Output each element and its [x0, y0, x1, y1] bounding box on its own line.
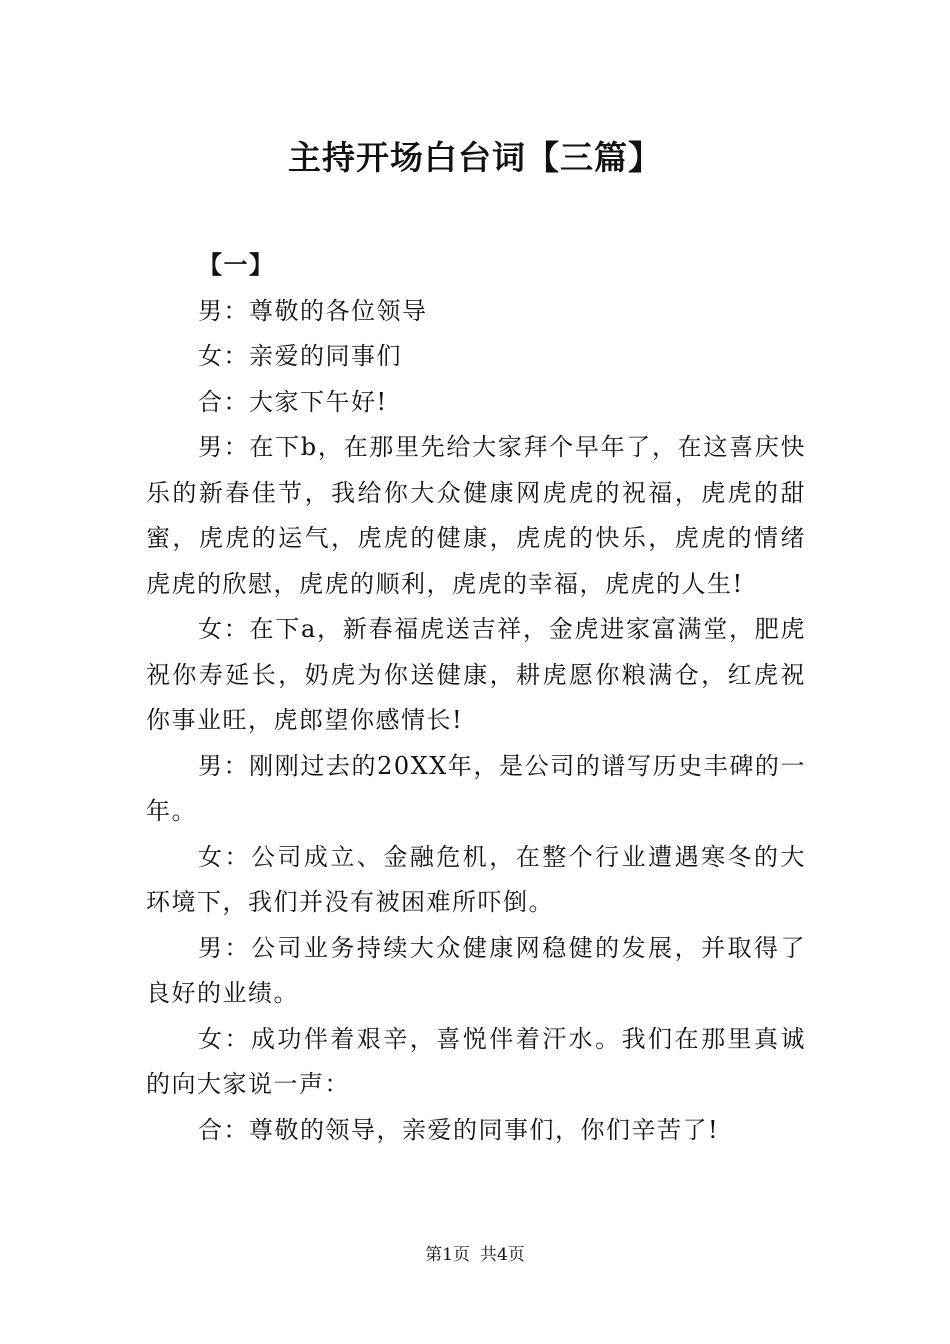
page-total: 共4页 — [480, 1245, 525, 1265]
paragraph: 女：成功伴着艰辛，喜悦伴着汗水。我们在那里真诚的向大家说一声： — [146, 1024, 806, 1098]
document-body — [146, 243, 806, 1153]
paragraph: 女：公司成立、金融危机，在整个行业遭遇寒冬的大环境下，我们并没有被困难所吓倒。 — [146, 842, 806, 916]
paragraph: 合：尊敬的领导，亲爱的同事们，你们辛苦了! — [198, 1115, 720, 1144]
paragraph: 男：刚刚过去的20XX年，是公司的谱写历史丰碑的一年。 — [146, 751, 806, 825]
paragraph: 男：在下b，在那里先给大家拜个早年了，在这喜庆快乐的新春佳节，我给你大众健康网虎虎的祝福，虎虎的甜蜜，虎虎的运气，虎虎的健康，虎虎的快乐，虎虎的情绪虎虎的欣慰，虎虎的顺利，虎虎的幸福，虎虎的人生! — [146, 433, 806, 598]
paragraph: 女：在下a，新春福虎送吉祥，金虎进家富满堂，肥虎祝你寿延长，奶虎为你送健康，耕虎愿你粮满仓，红虎祝你事业旺，虎郎望你感情长! — [146, 615, 806, 734]
page-footer — [0, 1243, 950, 1267]
page-number: 第1页 — [425, 1245, 470, 1265]
document-title: 主持开场白台词【三篇】 — [288, 138, 662, 177]
paragraph: 男：尊敬的各位领导 — [198, 296, 428, 325]
paragraph: 男：公司业务持续大众健康网稳健的发展，并取得了良好的业绩。 — [146, 933, 806, 1007]
paragraph: 女：亲爱的同事们 — [198, 342, 402, 370]
paragraph: 合：大家下午好! — [198, 387, 388, 416]
section-heading: 【一】 — [198, 251, 275, 279]
